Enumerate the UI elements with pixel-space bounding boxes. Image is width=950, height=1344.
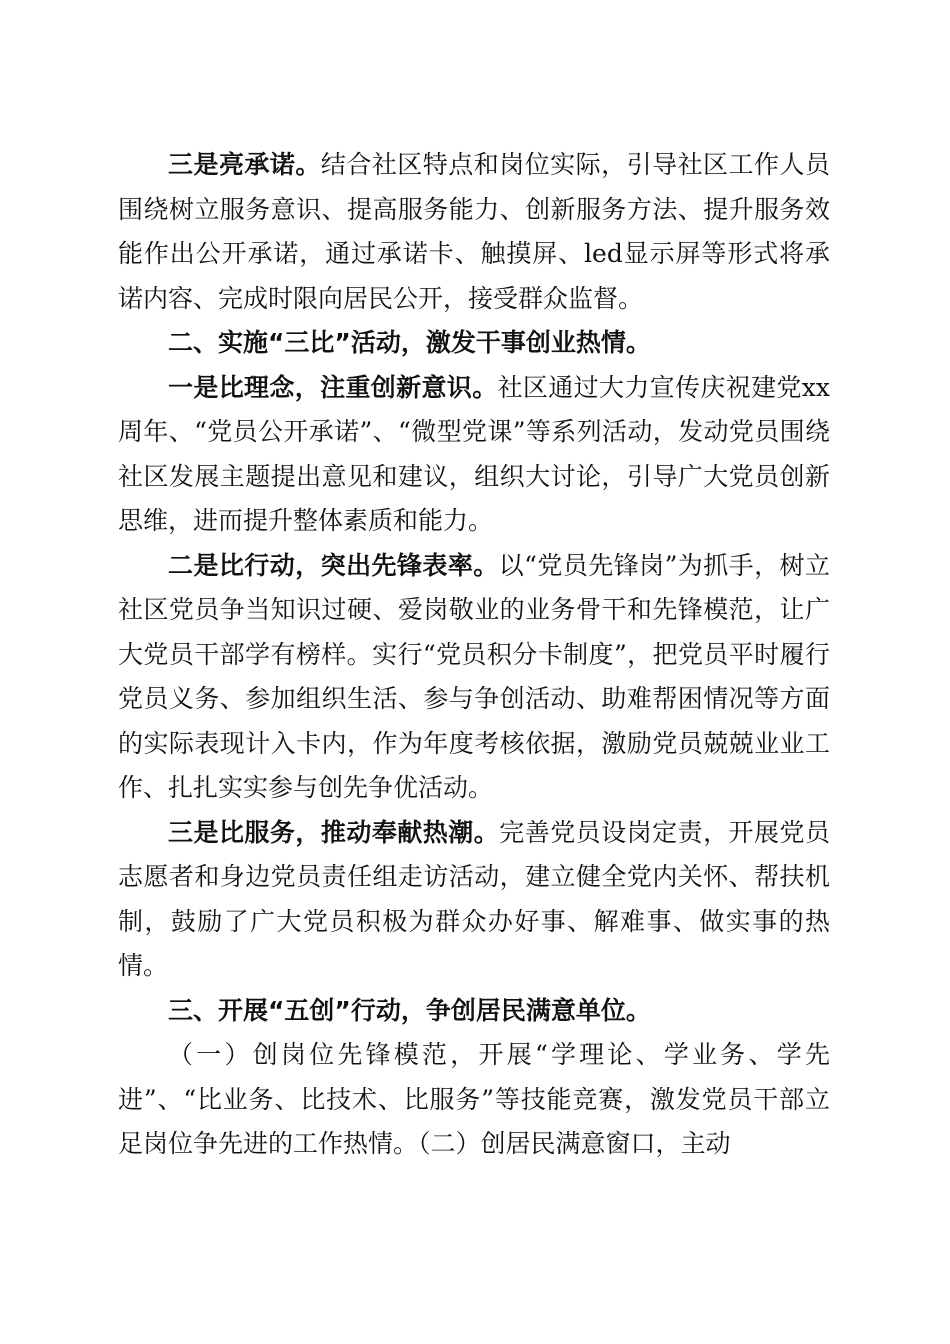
- paragraph-five-creations: [118, 1033, 830, 1167]
- paragraph-compare-service: [118, 811, 830, 989]
- document-body: [118, 143, 830, 1167]
- paragraph-compare-concept: [118, 366, 830, 544]
- section-heading-two: 二、实施“三比”活动，激发干事创业热情。: [168, 328, 651, 357]
- section-heading-three: 三、开展“五创”行动，争创居民满意单位。: [168, 995, 651, 1025]
- paragraph-lead: 三是亮承诺。: [168, 150, 321, 179]
- paragraph-compare-action: [118, 544, 830, 811]
- paragraph-commitment: [118, 143, 830, 321]
- paragraph-lead: 二是比行动，突出先锋表率。: [168, 550, 499, 580]
- paragraph-lead: 三是比服务，推动奉献热潮。: [168, 817, 500, 847]
- paragraph-text: 以“党员先锋岗”为抓手，树立社区党员争当知识过硬、爱岗敬业的业务骨干和先锋模范，让广大党员干部学有榜样。实行“党员积分卡制度”，把党员平时履行党员义务、参加组织生活、参与争创活动、助难帮困情况等方面的实际表现计入卡内，作为年度考核依据，激励党员兢兢业业工作、扎扎实实参与创先争优活动。: [118, 550, 830, 802]
- paragraph-text: （一）创岗位先锋模范，开展“学理论、学业务、学先进”、“比业务、比技术、比服务”等技能竞赛，激发党员干部立足岗位争先进的工作热情。（二）创居民满意窗口，主动: [118, 1040, 830, 1158]
- paragraph-text: 完善党员设岗定责，开展党员志愿者和身边党员责任组走访活动，建立健全党内关怀、帮扶机制，鼓励了广大党员积极为群众办好事、解难事、做实事的热情。: [118, 817, 830, 980]
- paragraph-lead: 一是比理念，注重创新意识。: [168, 372, 498, 402]
- paragraph-text: 社区通过大力宣传庆祝建党xx周年、“党员公开承诺”、“微型党课”等系列活动，发动党员围绕社区发展主题提出意见和建议，组织大讨论，引导广大党员创新思维，进而提升整体素质和能力。: [118, 372, 830, 535]
- paragraph-text: 结合社区特点和岗位实际，引导社区工作人员围绕树立服务意识、提高服务能力、创新服务方法、提升服务效能作出公开承诺，通过承诺卡、触摸屏、led显示屏等形式将承诺内容、完成时限向居民公开，接受群众监督。: [118, 150, 830, 313]
